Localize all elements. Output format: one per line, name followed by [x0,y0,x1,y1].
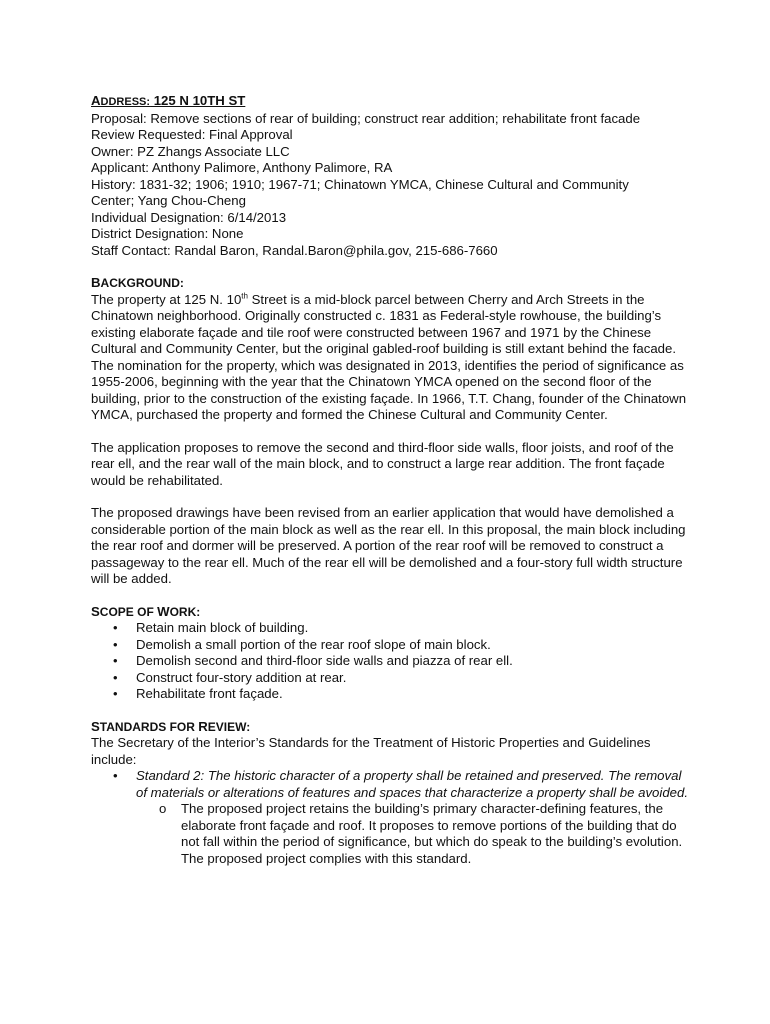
document-body [91,93,691,867]
meta-applicant: Applicant: Anthony Palimore, Anthony Palimore, RA [91,160,393,175]
meta-review-requested: Review Requested: Final Approval [91,127,293,142]
background-paragraph-3: The proposed drawings have been revised from an earlier application that would have demolished a considerable portion of the main block as well as the rear ell. In this proposal, the main block including the rear roof and dormer will be preserved. A portion of the rear roof will be removed to construct a passageway to the rear ell. Much of the rear ell will be demolished and a four-story full width structure will be added. [91,505,686,586]
background-heading: BACKGROUND: [91,275,184,290]
meta-staff-contact: Staff Contact: Randal Baron, Randal.Baron@phila.gov, 215-686-7660 [91,242,498,258]
standard-2-note-text: The proposed project retains the building’s primary character-defining features, the elaborate front façade and roof. It proposes to remove portions of the building that do not fall within the period of significance, but which do speak to the building’s evolution. The proposed project complies with this standard. [181,801,683,866]
standards-intro: The Secretary of the Interior’s Standards for the Treatment of Historic Properties and Guidelines include: [91,735,651,767]
scope-list [91,620,691,703]
meta-district-designation: District Designation: None [91,226,244,241]
meta-history-cont: Center; Yang Chou-Cheng [91,193,246,208]
standard-2: • Standard 2: The historic character of a property shall be retained and preserved. The removal of materials or alterations of features and spaces that characterize a property shall be avoided. [91,768,691,801]
list-item: • Demolish second and third-floor side walls and piazza of rear ell. [91,653,691,670]
standards-heading: STANDARDS FOR REVIEW: [91,718,251,734]
meta-proposal: Proposal: Remove sections of rear of building; construct rear addition; rehabilitate front facade [91,110,641,126]
list-item: • Rehabilitate front façade. [91,686,691,703]
address-line [91,93,691,111]
meta-history: History: 1831-32; 1906; 1910; 1967-71; Chinatown YMCA, Chinese Cultural and Community [91,176,629,192]
background-paragraph-1: The property at 125 N. 10th Street is a mid-block parcel between Cherry and Arch Streets in the Chinatown neighborhood. Originally constructed c. 1831 as Federal-style rowhouse, the building’s existing elaborate façade and tile roof were constructed between 1967 and 1971 by the Chinese Cultural and Community Center, but the original gabled-roof building is still extant behind the facade. The nomination for the property, which was designated in 2013, identifies the period of significance as 1955-2006, beginning with the year that the Chinatown YMCA opened on the second floor of the building, prior to the construction of the existing façade. In 1966, T.T. Chang, founder of the Chinatown YMCA, purchased the property and formed the Chinese Cultural and Community Center. [91,291,687,422]
standard-2-note [91,801,691,867]
meta-owner: Owner: PZ Zhangs Associate LLC [91,143,290,159]
scope-heading: SCOPE OF WORK: [91,603,201,619]
meta-individual-designation: Individual Designation: 6/14/2013 [91,209,287,225]
address-value: 125 N 10TH ST [150,93,246,108]
list-item: • Demolish a small portion of the rear roof slope of main block. [91,637,691,654]
address-label: ADDRESS: [91,93,151,108]
sub-bullet-marker: o [159,801,167,816]
list-item: • Construct four-story addition at rear. [91,670,691,687]
background-paragraph-2: The application proposes to remove the second and third-floor side walls, floor joists, and roof of the rear ell, and the rear wall of the main block, and to construct a large rear addition. The front façade would be rehabilitated. [91,439,674,488]
list-item: • Retain main block of building. [91,620,691,637]
